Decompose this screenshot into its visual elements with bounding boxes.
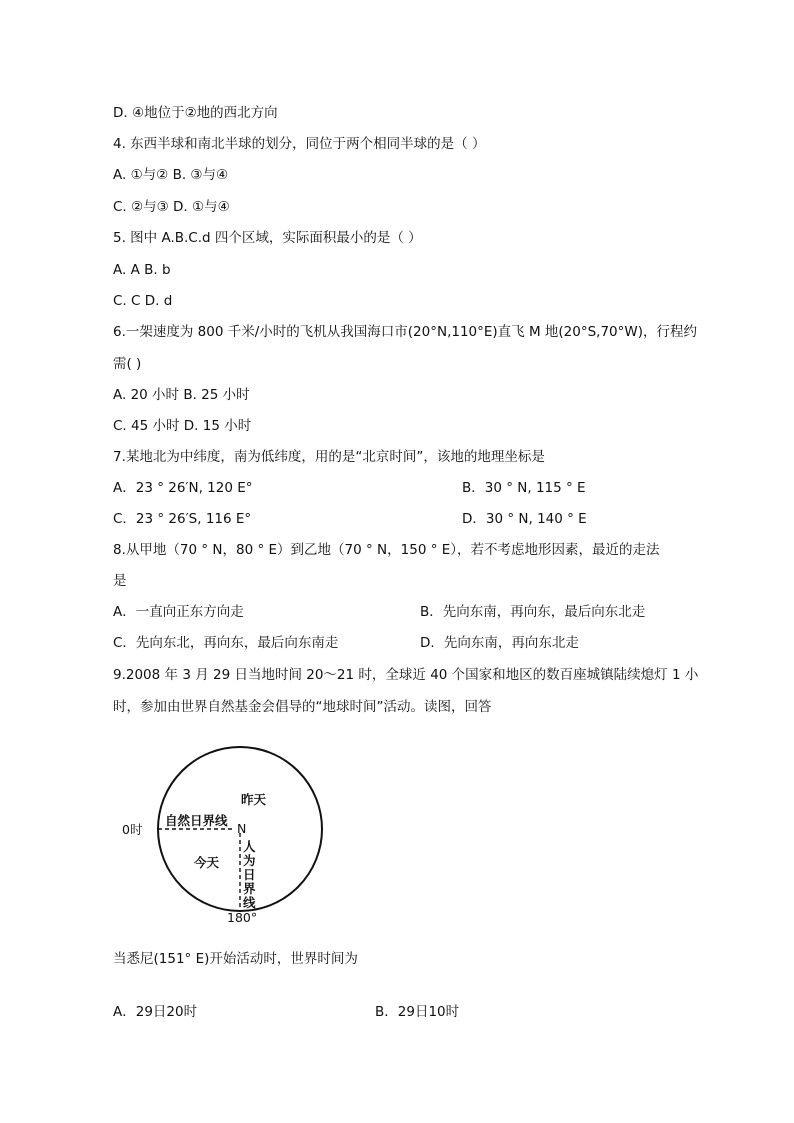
- question-7: 7.某地北为中纬度，南为低纬度，用的是“北京时间”，该地的地理坐标是: [113, 449, 545, 465]
- label-natural-dateline: 自然日界线: [165, 813, 228, 828]
- option-a-q8: A．一直向正东方向走: [113, 604, 244, 620]
- question-8-cont: 是: [113, 573, 127, 589]
- question-9-cont: 时，参加由世界自然基金会倡导的“地球时间”活动。读图，回答: [113, 699, 492, 715]
- label-human-dateline-5: 线: [243, 895, 256, 910]
- label-human-dateline-1: 人: [243, 839, 256, 854]
- options-q6-ab: A. 20 小时 B. 25 小时: [113, 387, 250, 403]
- option-c-q8: C．先向东北，再向东，最后向东南走: [113, 635, 339, 651]
- option-b-q9: B．29日10时: [375, 1004, 460, 1020]
- option-a-q7: A．23 ° 26′N, 120 E°: [113, 480, 253, 496]
- question-8: 8.从甲地（70 ° N，80 ° E）到乙地（70 ° N，150 ° E），若不考虑地形因素，最近的走法: [113, 542, 660, 558]
- label-zero-hour: 0时: [122, 822, 143, 837]
- option-b-q7: B．30 ° N, 115 ° E: [462, 480, 586, 496]
- label-yesterday: 昨天: [241, 792, 267, 807]
- label-human-dateline-4: 界: [243, 881, 256, 896]
- label-human-dateline-3: 日: [243, 867, 256, 882]
- question-4: 4. 东西半球和南北半球的划分，同位于两个相同半球的是（ ）: [113, 136, 486, 152]
- label-180-degrees: 180°: [227, 910, 258, 925]
- question-6-cont: 需( ): [113, 356, 142, 372]
- option-a-q9: A．29日20时: [113, 1004, 198, 1020]
- question-6: 6.一架速度为 800 千米/小时的飞机从我国海口市(20°N,110°E)直飞 M 地(20°S,70°W)，行程约: [113, 324, 698, 340]
- options-q5-cd: C. C D. d: [113, 293, 173, 309]
- label-north-pole: N: [237, 821, 247, 836]
- option-c-q7: C．23 ° 26′S, 116 E°: [113, 511, 252, 527]
- label-today: 今天: [194, 855, 220, 870]
- option-d-q7: D．30 ° N, 140 ° E: [462, 511, 587, 527]
- options-q6-cd: C. 45 小时 D. 15 小时: [113, 418, 252, 434]
- label-human-dateline-2: 为: [243, 853, 256, 868]
- options-q4-cd: C. ②与③ D. ①与④: [113, 199, 230, 215]
- question-5: 5. 图中 A.B.C.d 四个区域，实际面积最小的是（ ）: [113, 230, 422, 246]
- dateline-diagram: [120, 736, 340, 926]
- options-q4-ab: A. ①与② B. ③与④: [113, 167, 229, 183]
- options-q5-ab: A. A B. b: [113, 262, 171, 278]
- question-9-sub: 当悉尼(151° E)开始活动时，世界时间为: [113, 951, 358, 967]
- option-b-q8: B．先向东南，再向东，最后向东北走: [420, 604, 646, 620]
- question-9: 9.2008 年 3 月 29 日当地时间 20～21 时，全球近 40 个国家和地区的数百座城镇陆续熄灯 1 小: [113, 667, 699, 683]
- option-d-q8: D．先向东南，再向东北走: [420, 635, 579, 651]
- option-d-q3: D. ④地位于②地的西北方向: [113, 105, 278, 121]
